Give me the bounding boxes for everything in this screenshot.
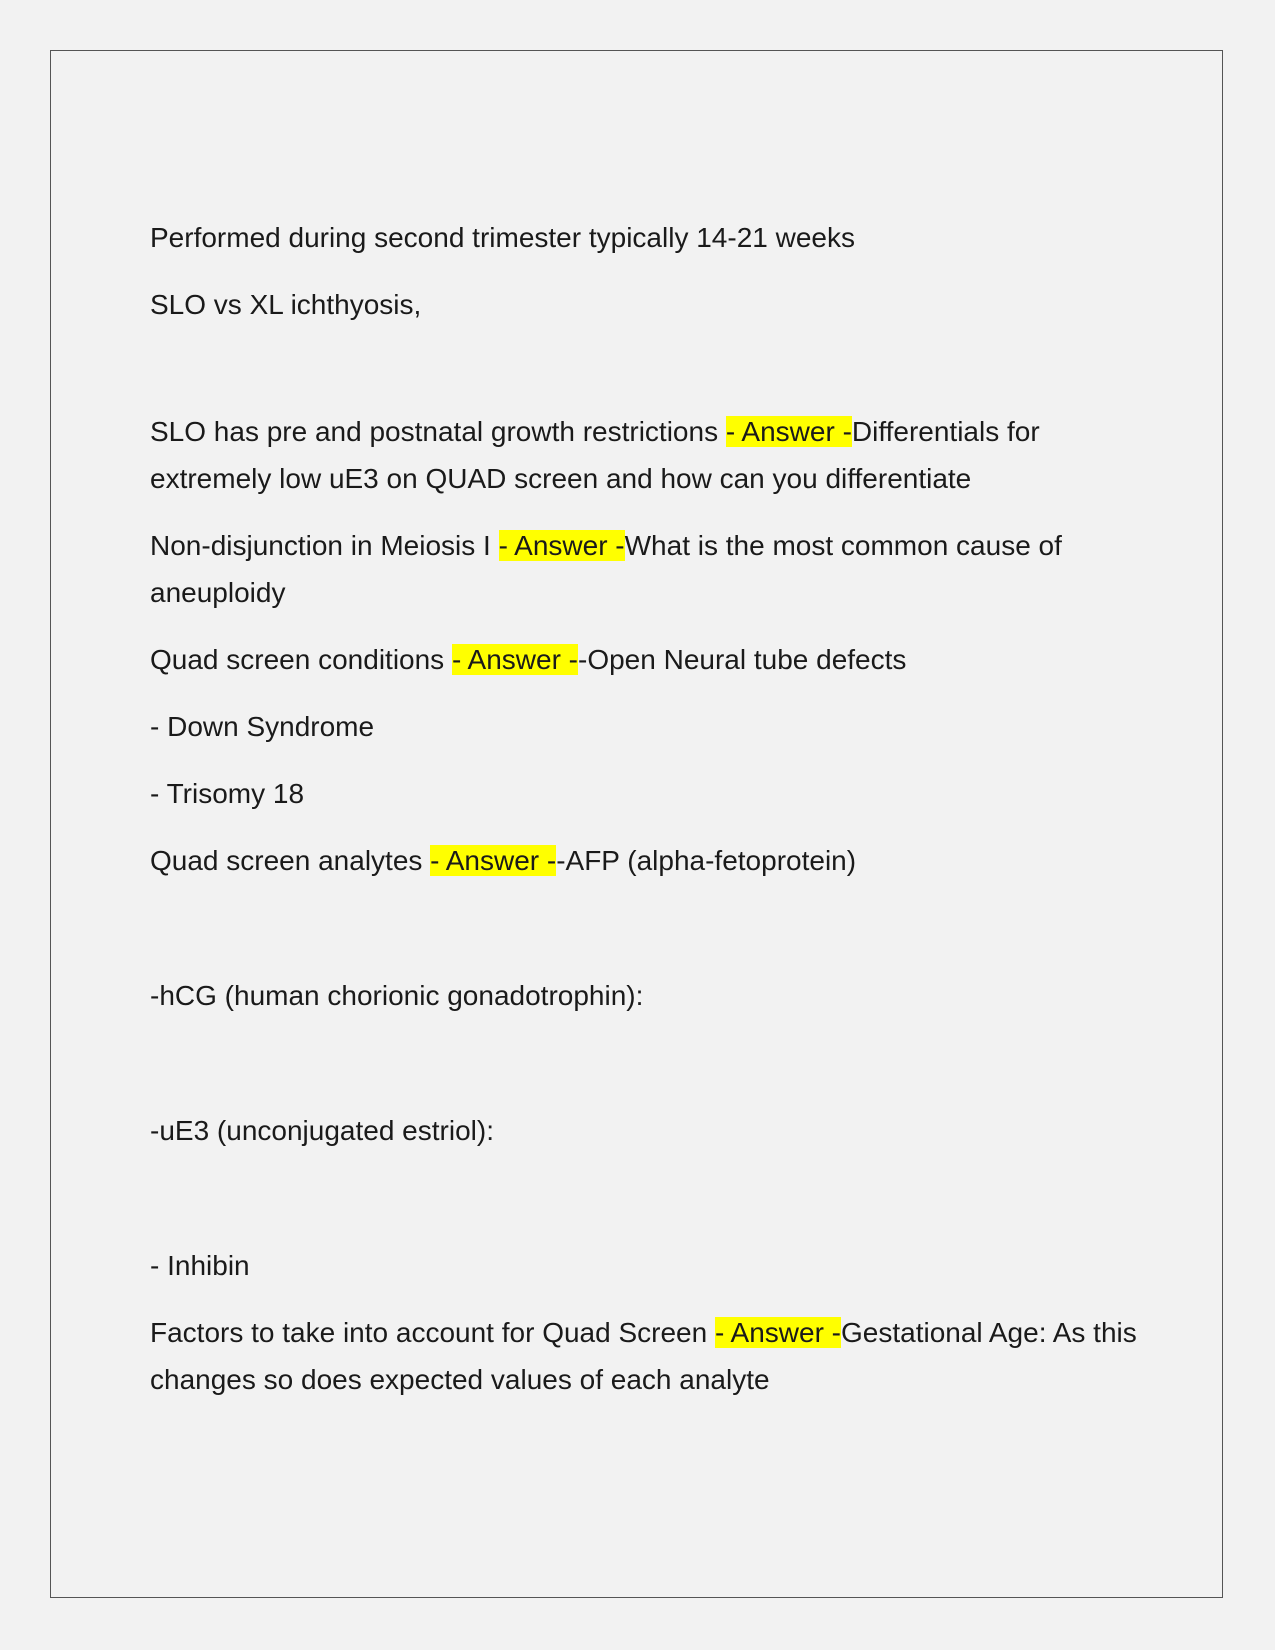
question-text: Non-disjunction in Meiosis I <box>150 530 499 561</box>
blank-line <box>150 884 1140 972</box>
list-item-hcg: -hCG (human chorionic gonadotrophin): <box>150 980 644 1011</box>
question-text: Quad screen analytes <box>150 845 431 876</box>
qa-item <box>150 408 1140 502</box>
answer-highlight: - Answer - <box>451 644 578 675</box>
list-item-down-syndrome: - Down Syndrome <box>150 711 375 742</box>
qa-item <box>150 1309 1140 1403</box>
answer-text: -AFP (alpha-fetoprotein) <box>556 845 857 876</box>
blank-line <box>150 1019 1140 1107</box>
list-item-inhibin: - Inhibin <box>150 1250 250 1281</box>
question-text: SLO has pre and postnatal growth restrictions <box>150 416 726 447</box>
answer-text: What is the most common cause of aneuploidy <box>150 530 1062 608</box>
answer-highlight: - Answer - <box>725 416 852 447</box>
qa-item <box>150 522 1140 616</box>
answer-text: Differentials for extremely low uE3 on QUAD screen and how can you differentiate <box>150 416 1040 494</box>
question-text: Quad screen conditions <box>150 644 452 675</box>
paragraph-trimester: Performed during second trimester typically 14-21 weeks <box>150 222 855 253</box>
answer-highlight: - Answer - <box>498 530 625 561</box>
blank-line <box>150 328 1140 408</box>
qa-item <box>150 837 1140 884</box>
qa-item <box>150 636 1140 683</box>
answer-highlight: - Answer - <box>714 1317 841 1348</box>
document-body <box>150 214 1140 1403</box>
answer-text: -Open Neural tube defects <box>578 644 907 675</box>
list-item-trisomy-18: - Trisomy 18 <box>150 778 305 809</box>
list-item-ue3: -uE3 (unconjugated estriol): <box>150 1115 494 1146</box>
blank-line <box>150 1154 1140 1242</box>
question-text: Factors to take into account for Quad Screen <box>150 1317 715 1348</box>
answer-text: Gestational Age: As this changes so does expected values of each analyte <box>150 1317 1137 1395</box>
paragraph-slo-vs-xl: SLO vs XL ichthyosis, <box>150 289 422 320</box>
answer-highlight: - Answer - <box>430 845 557 876</box>
